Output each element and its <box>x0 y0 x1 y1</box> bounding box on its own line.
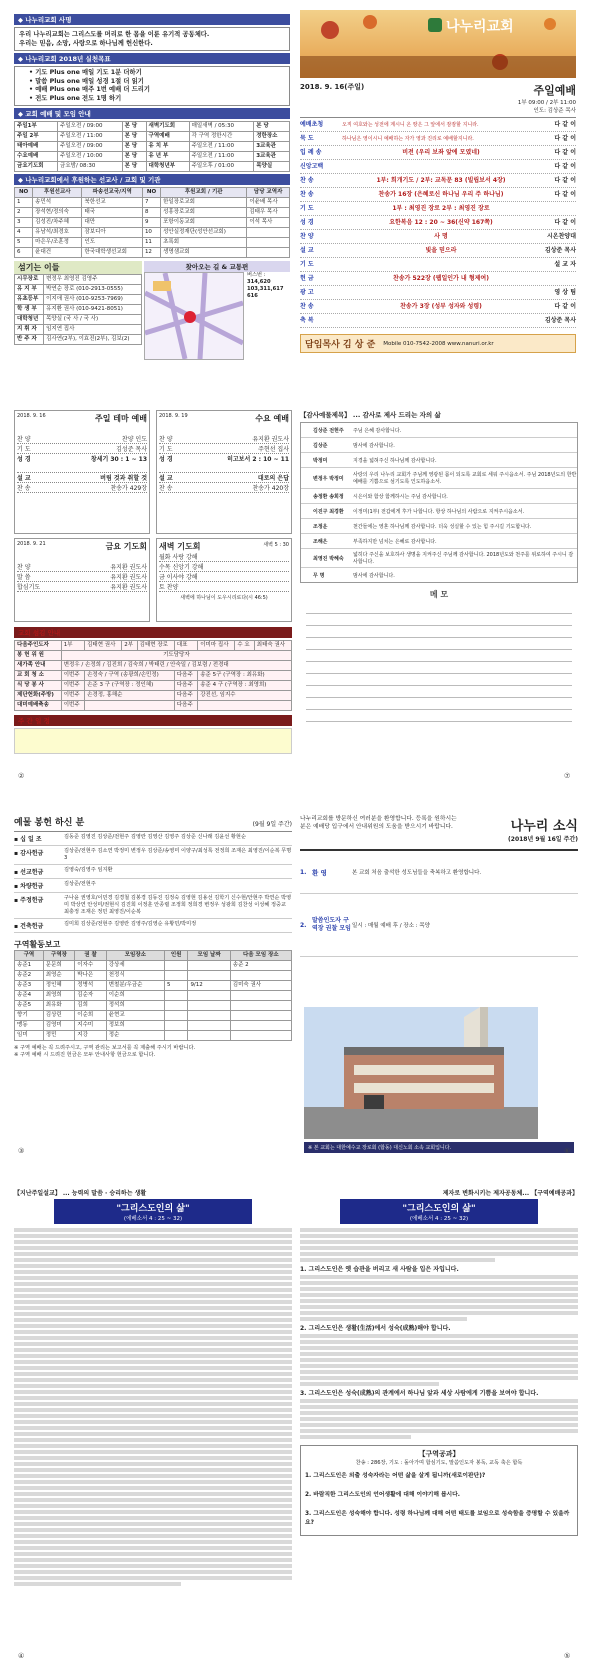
group-report-table <box>14 950 292 1041</box>
table-header-row: NO 후원선교사 파송선교국/지역 NO 후원교회 / 기관 담당 교역자 <box>15 188 290 198</box>
list-item: 설 교 빛을 믿으라 김상준 목사 <box>300 244 576 258</box>
list-item: 찬 송 찬송가 420장 <box>159 485 289 492</box>
goal-item: • 말씀 Plus one 매일 성경 1절 더 읽기 <box>29 77 144 85</box>
list-item: 김상준 전현주 주님 은혜 감사합니다. <box>301 423 577 438</box>
cover-banner <box>300 10 576 78</box>
study-point: 3. 그리스도인은 성숙(成熟)의 관계에서 하나님 앞과 세상 사람에게 기쁨을 보여야 합니다. <box>300 1390 539 1397</box>
list-item: 광 고 영 상 팀 <box>300 286 576 300</box>
news-date: (2018년 9월 16일 주간) <box>508 836 578 843</box>
serve-table <box>14 640 292 711</box>
mission-table <box>14 187 290 258</box>
table-row: 다음주인도자 1부 김태현 권사 2부 김태현 장로 대표 이미마 집사 수 요 최태숙 권사 <box>15 641 292 651</box>
table-row: 1 송민석 북한선교 7 한일장로교회 이윤배 목사 <box>15 198 290 208</box>
pastor-contact: Mobile 010-7542-2008 www.nanuri.or.kr <box>383 340 494 347</box>
list-item: 성 경 요한복음 12 : 20 ~ 36(신약 167쪽) 다 같 이 <box>300 216 576 230</box>
page-number: ④ <box>18 1652 25 1660</box>
table-row: 주일1부 주일오전 / 09:00 본 당 새벽기도회 매일새벽 / 05:30 본 당 <box>15 122 290 132</box>
table-row: 대학청년 목양실 (국 사 / 국 사) <box>15 315 142 325</box>
vision-line: 우리 나누리교회는 그리스도를 머리로 한 몸을 이룬 유기적 공동체다. <box>19 31 210 38</box>
pastor-footer <box>300 334 576 353</box>
table-row: 6 윤대건 한국대학생선교회 12 생명샘교회 <box>15 248 290 258</box>
list-item: 찬 송 찬송가 3장 (성부 성자와 성령) 다 같 이 <box>300 300 576 314</box>
goal-item: • 예배 Plus one 매주 1번 예배 더 드리기 <box>29 86 150 94</box>
list-item: 찬 양 찬양 인도 <box>17 436 147 443</box>
bus-info: 버스번 : 314,620 103,311,617 616 <box>247 272 284 300</box>
table-row: 4 유남석/최경호 잠보디아 10 성안실정재단(성안선교회) <box>15 228 290 238</box>
table-row: 지 휘 자 임지연 집사 <box>15 325 142 335</box>
vision-header: ◆ 나누리교회 사명 <box>14 14 290 25</box>
study-intro <box>300 1228 578 1262</box>
list-item: 찬 양 유지환 권도사 <box>17 564 147 571</box>
group-report-title: 구역활동보고 <box>14 940 61 949</box>
table-row: 제단헌화(주방) 이번주 손경정, 홍해순 다음주 강진선, 임지수 <box>15 691 292 701</box>
question-item: 2. 바람직한 그리스도인의 언어생활에 대해 이야기해 봅시다. <box>305 1492 460 1498</box>
list-item: 설 교 버림 것과 취할 것 <box>17 475 147 482</box>
list-item: 찬 송 1부: 희개기도 / 2부: 교독문 83 (빌립보서 4장) 다 같 이 <box>300 174 576 188</box>
map-section <box>144 261 290 360</box>
goal-item: • 전도 Plus one 전도 1명 하기 <box>29 94 122 102</box>
list-item: 성 경 창세기 30 : 1 ~ 13 <box>17 454 147 473</box>
table-row: 5 마은우/조훈정 인도 11 초록회 <box>15 238 290 248</box>
list-item: 변정우 박정미 사랑의 우리 나누리 교회가 주님께 영광된 몸이 되도록 교회로 세워 주시옵소서. 주님 2018년도의 한반 예배를 기쁨으로 섬기도록 인도하옵소서. <box>301 468 577 489</box>
list-item: 금 이사야 강해 <box>159 572 289 582</box>
page-number: ⑦ <box>564 772 571 780</box>
study-title: "그리스도인의 삶" <box>402 1204 476 1214</box>
page-6-news <box>300 815 578 1151</box>
serve-header: 교회 섬김 안내 <box>14 627 292 638</box>
table-row: 유초등부 이지애 권사 (010-9253-7969) <box>15 295 142 305</box>
list-item: 기 도 설 교 자 <box>300 258 576 272</box>
service-title: 주일예배 <box>533 84 576 97</box>
list-item: 조해은 부족하지만 넘치는 은혜로 감사합니다. <box>301 534 577 549</box>
study-point: 2. 그리스도인은 생활(生活)에서 성숙(成熟)해야 합니다. <box>300 1325 451 1332</box>
list-item: 기 도 주현선 집사 <box>159 446 289 453</box>
page-number: ⑤ <box>564 1652 571 1660</box>
list-item: 2. 말씀인도자 구역장 권찰 모임 일시 : 매월 예배 후 / 장소 : 목양 <box>300 894 578 957</box>
list-item: 헌 금 찬송가 522장 (웹일인가 내 형제여) <box>300 272 576 286</box>
page-number: ⑥ <box>564 1147 571 1155</box>
list-item: 토 찬양 <box>159 582 289 592</box>
offering-date: (9월 9일 주간) <box>252 821 292 828</box>
list-item: ▪ 주정헌금 구나윤 권영호/이민경 김경철 김봉경 김동진 김정숙 김영현 김용선 김학기 신수현/안현주 박연순 박영미 박상연 안성미/권현식 김진희 이정훈 안종렬 조정희 정희경 변정우 성광희 김찬성 이성혜 정중교 최충정 조재은 정민 최영진/이순복 <box>14 893 292 919</box>
list-item: ▪ 차량헌금 김상준/전현주 <box>14 879 292 893</box>
list-item: 찬 송 찬송가 16장 (은혜로신 하나님 우리 주 하나님) 다 같 이 <box>300 188 576 202</box>
table-row: 송준4 최영희 김순자 이순희 <box>15 991 292 1001</box>
service-times: 1부 09:00 / 2부 11:00 <box>517 100 576 106</box>
group-note: ※ 구역 예배는 꼭 드려주시고, 구역 관리는 보고서를 꼭 제출해 주시기 바랍니다. <box>14 1045 196 1051</box>
offering-title: 예물 봉헌 하신 분 <box>14 818 85 828</box>
list-item: ▪ 감사헌금 김상준/전현주 김소연 박정미 변정우 김상준/송영미 이양구/최성록 전정희 조재은 최영진/이순복 무명3 <box>14 846 292 865</box>
mission-header: ◆ 나누리교회에서 후원하는 선교사 / 교회 및 기관 <box>14 174 290 185</box>
group-note: ※ 구역 예배 시 드려진 헌금은 모두 안내사항 헌금으로 합니다. <box>14 1052 156 1058</box>
list-item: 찬 송 찬송가 429장 <box>17 485 147 492</box>
pastor-name: 담임목사 김 상 준 <box>305 340 376 350</box>
list-item: ▪ 십 일 조 김동준 김영진 김상준/전현주 김영란 김영산 김영주 김상준 신나래 김윤선 황현순 <box>14 832 292 846</box>
table-row: 유 지 부 박연순 장로 (010-2913-0555) <box>15 285 142 295</box>
sermon-title: "그리스도인의 삶" <box>116 1204 190 1214</box>
list-item: 찬 양 사 명 시온찬양대 <box>300 230 576 244</box>
table-row: 송준3 정인혜 정병석 변철분/우금순 5 9/12 김미숙 권사 <box>15 981 292 991</box>
study-header: 제자로 변화시키는 제자공동체... 【구역예배공과】 <box>442 1190 578 1197</box>
weekly-schedule-header: 주 간 일 정 <box>14 715 292 726</box>
map-title: 찾아오는 길 & 교통편 <box>144 261 290 272</box>
sermon-body <box>14 1228 292 1586</box>
table-row: 금요기도회 금요밤/ 08:30 본 당 대학청년부 주일오후 / 01:00 목양실 <box>15 162 290 172</box>
table-row: 주일 2부 주일오전 / 11:00 본 당 구역예배 각 구역 정한시간 정한장소 <box>15 132 290 142</box>
sermon-header: 【지난주일설교】 ... 능력의 말씀 · 승리하는 생활 <box>14 1190 147 1197</box>
dawn-note: 새벽에 하나님이 도우시리로다(시 46:5) <box>180 595 268 601</box>
photo-caption: ※ 본 교회는 대한예수교 장로회 (합동) 대신노회 소속 교회입니다. <box>304 1142 574 1153</box>
list-item: 합심기도 유지환 권도사 <box>17 584 147 591</box>
page-number: ② <box>18 772 25 780</box>
thanks-list <box>300 422 578 583</box>
table-row: 송준5 최유화 김희 정석희 <box>15 1001 292 1011</box>
list-item: 축 복 김상준 목사 <box>300 314 576 328</box>
vision-box <box>14 27 290 51</box>
table-row: 봉 헌 위 원 기도담당자 <box>15 651 292 661</box>
weekly-schedule-box <box>14 728 292 754</box>
staff-table <box>14 274 142 345</box>
page-1-church-info <box>14 12 290 384</box>
list-item: ▪ 건축헌금 김미희 김상준/전현주 김영란 김영주/김영순 유황민/박미정 <box>14 919 292 933</box>
table-row: 시무장로 변정우 최영진 김영주 <box>15 275 142 285</box>
list-item: 묵 도 하나님은 영이시니 예배하는 자가 영과 진리로 예배할지니라. 다 같 이 <box>300 132 576 146</box>
thanks-title: 【감사예물제목】 ... 감사로 제사 드리는 자의 삶 <box>300 411 441 419</box>
page-number: ③ <box>18 1147 25 1155</box>
church-logo-icon <box>428 18 442 32</box>
church-building-photo <box>304 1007 538 1139</box>
table-row: 향기 김상린 이순희 윤현교 <box>15 1011 292 1021</box>
memo-lines <box>306 602 572 722</box>
table-row: 식 당 봉 사 이번주 손준 3 구 (구역장 : 정인혜) 다음주 송준 4 구 (구역장 : 최영희) <box>15 681 292 691</box>
study-title-box <box>340 1199 538 1224</box>
question-item: 3. 그리스도인은 성숙해야 합니다. 성령 하나님께 대해 어떤 태도를 보임으로 성숙함을 증명할 수 있을까요? <box>305 1511 570 1526</box>
list-item: 기 도 1부 : 최영진 장로 2부 : 최영진 장로 <box>300 202 576 216</box>
questions-hymn: 찬송 : 286장, 기도 : 돌아가며 합심기도, 말씀인도자 봉독, 교독 축은 합독 <box>355 1460 523 1466</box>
study-ref: (에베소서 4 : 25 ~ 32) <box>409 1216 469 1222</box>
list-item: 무 명 범사에 감사합니다. <box>313 572 395 579</box>
worship-header: ◆ 교회 예배 및 모임 안내 <box>14 108 290 119</box>
table-row: 학 생 부 유지환 권사 (010-9421-8051) <box>15 305 142 315</box>
list-item: ▪ 선교헌금 김영숙/김영주 임지환 <box>14 865 292 879</box>
news-title: 나누리 소식 <box>510 819 578 834</box>
wednesday-box: 2018. 9. 19 수요 예배 찬 양 유지환 권도사 기 도 주현선 집사 성 경 히고보서 2 : 10 ~ 11 설 교 대로의 은답 찬 송 찬송가 420장 <box>156 410 292 534</box>
page-3-worship-schedule <box>14 410 292 770</box>
list-item: 이진구 최경환 이정미(1부) 전갑에게 후가 나합니다. 항상 하나님의 사람으로 지켜주시옵소서. <box>301 504 577 519</box>
page-5-offerings <box>14 815 292 1145</box>
list-item: 1. 환 영 본 교회 처음 출석한 성도님들을 축복하고 환영합니다. <box>300 851 578 894</box>
list-item: 송정환 송희정 시은이와 함상 함께하시는 주님 감사합니다. <box>301 489 577 504</box>
worship-table <box>14 121 290 172</box>
church-name: 나누리교회 <box>446 19 514 35</box>
table-row: 맹동 김영미 지수미 정보희 <box>15 1021 292 1031</box>
list-item: 입 례 송 비전 (우리 보좌 앞에 모였네) 다 같 이 <box>300 146 576 160</box>
list-item: 김상준 범사에 감사합니다. <box>301 438 577 453</box>
table-row: 태아예배 주일오전 / 09:00 본 당 유 치 부 주일오전 / 11:00 3교육관 <box>15 142 290 152</box>
goals-box <box>14 66 290 106</box>
questions-title: 【구역공과】 <box>418 1450 460 1458</box>
list-item: 조정운 천간들에는 영혼 하나님께 감사합니다. 더욱 성실할 수 있는 힘 주시길 기도합니다. <box>301 519 577 534</box>
page-8-group-study <box>300 1188 578 1648</box>
page-4-thanksgiving <box>300 410 578 770</box>
table-row: 3 김성진/차주혜 대만 9 포항이동교회 이석 목사 <box>15 218 290 228</box>
list-item: 찬 양 유지환 권도사 <box>159 436 289 443</box>
news-list <box>300 849 578 957</box>
list-item: 월화 사랑 강해 <box>159 552 289 562</box>
welcome-text: 나누리교회를 방문하신 여러분을 환영합니다. 등록을 원하시는 분은 예배당 입구에서 안내위원의 도움을 받으시기 바랍니다. <box>300 816 457 830</box>
list-item: 기 도 김성준 목사 <box>17 446 147 453</box>
table-row: 수요예배 주일오전 / 10:00 본 당 유 년 부 주일오전 / 11:00 3교육관 <box>15 152 290 162</box>
table-row: 새가족 안내 변정우 / 손정희 / 김진희 / 김숙희 / 박태린 / 안숙일 / 김보렴 / 전경대 <box>15 661 292 671</box>
staff-title: 섬기는 이들 <box>14 261 142 274</box>
goal-item: • 기도 Plus one 매일 기도 1분 더하기 <box>29 69 142 76</box>
table-row: 송준2 최영순 박나은 천정식 <box>15 971 292 981</box>
page-7-sermon <box>14 1188 292 1648</box>
list-item: 설 교 대로의 은답 <box>159 475 289 482</box>
friday-box: 2018. 9. 21 금요 기도회 찬 양 유지환 권도사 말 씀 유지환 권도사 합심기도 유지환 권도사 <box>14 538 150 622</box>
table-row: 임미 정민 지강 정순 <box>15 1031 292 1041</box>
memo-title: 메 모 <box>429 590 449 599</box>
table-row: 반 주 자 김사연(2부), 이효진(2부), 김보(2) <box>15 335 142 345</box>
sunday-theme-box: 2018. 9. 16 주일 테마 예배 찬 양 찬양 인도 기 도 김성준 목사 성 경 창세기 30 : 1 ~ 13 설 교 버림 것과 취할 것 찬 송 찬송가 429장 <box>14 410 150 534</box>
list-item: 예배초청 오직 여호와는 성전에 계시니 온 땅은 그 앞에서 잠잠할 지니라. 다 같 이 <box>300 118 576 132</box>
table-row: 2 장석현/정의숙 태국 8 성흥장로교회 김태우 목사 <box>15 208 290 218</box>
service-date: 2018. 9. 16(주일) <box>300 83 365 91</box>
sermon-title-box <box>54 1199 252 1224</box>
list-item: 말 씀 유지환 권도사 <box>17 574 147 581</box>
sermon-ref: (에베소서 4 : 25 ~ 32) <box>123 1216 183 1222</box>
study-questions-box <box>300 1445 578 1536</box>
dawn-prayer-box: 새벽 기도회 새벽 5 : 30 월화 사랑 강해 수목 신앙기 강해 금 이사야 강해 토 찬양 새벽에 하나님이 도우시리로다(시 46:5) <box>156 538 292 622</box>
goals-header: ◆ 나누리교회 2018년 실천목표 <box>14 53 290 64</box>
list-item: 박정미 지경을 넓혀주신 하나님께 감사합니다. <box>301 453 577 468</box>
table-row: 대미예배축송 이번주 다음주 <box>15 701 292 711</box>
vision-line: 우리는 믿음, 소망, 사랑으로 하나님께 헌신한다. <box>19 40 153 47</box>
offering-list <box>14 831 292 933</box>
staff-section <box>14 261 142 360</box>
table-row: 교 회 청 소 이번주 손정숙 / 구역 (송광희/손민정) 다음주 송준 5구 (구역장 : 최유화) <box>15 671 292 681</box>
table-header-row: 구역 구역장 권 찰 모임장소 인원 모임 날짜 다음 모임 장소 <box>15 951 292 961</box>
list-item: 성 경 히고보서 2 : 10 ~ 11 <box>159 454 289 473</box>
study-point: 1. 그리스도인은 옛 습관을 버리고 새 사람을 입은 자입니다. <box>300 1266 459 1273</box>
order-of-worship <box>300 117 576 328</box>
list-item: 신앙고백 다 같 이 <box>300 160 576 174</box>
map-image <box>144 272 244 360</box>
list-item: 수목 신앙기 강해 <box>159 562 289 572</box>
table-row: 송준1 문문희 이자수 강상세 송준 2 <box>15 961 292 971</box>
leader-note: 인도: 김상준 목사 <box>533 108 576 114</box>
page-2-cover <box>300 10 576 372</box>
question-item: 1. 그리스도인은 외출 성숙자라는 어떤 삶을 살게 됩니까(새로이판단)? <box>305 1473 486 1479</box>
list-item: 최영진 박혜숙 넓히다 주신을 보호하사 생명을 지켜주신 주님께 감사합니다. 2018년도와 천주를 위로하여 주시니 감사합니다. <box>301 549 577 568</box>
